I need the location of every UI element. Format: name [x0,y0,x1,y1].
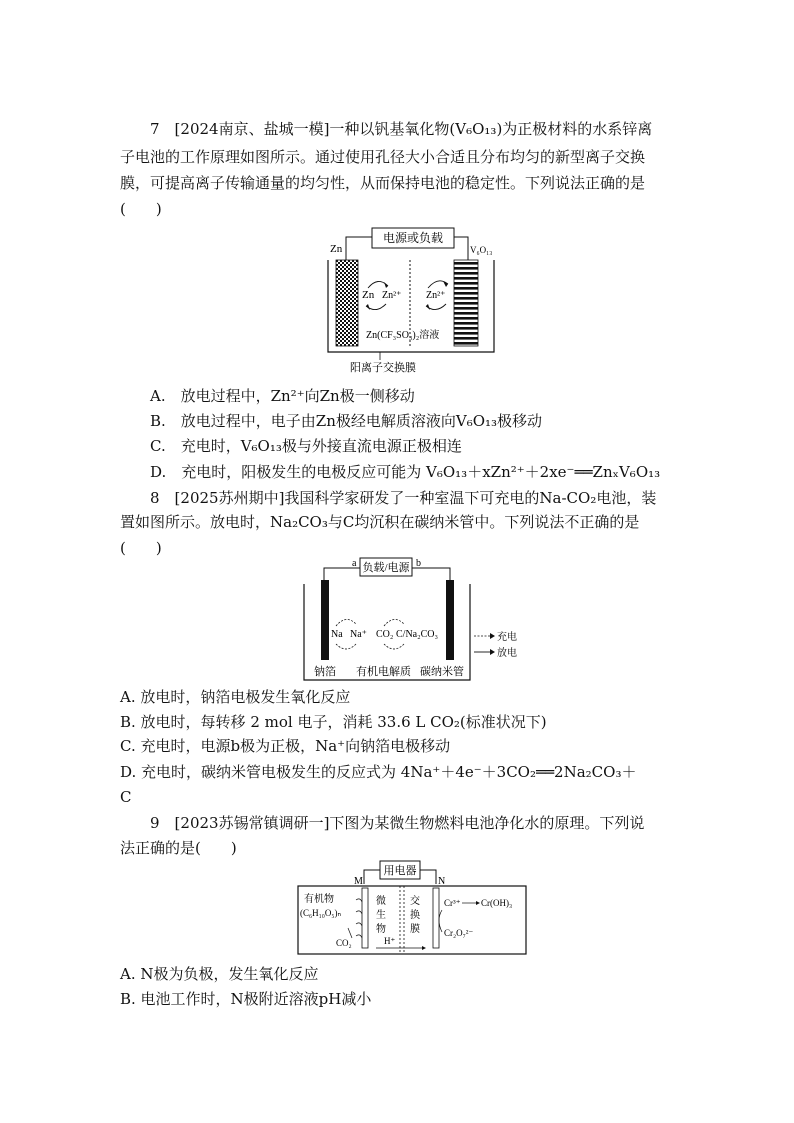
q8-charge-label: 充电 [497,632,517,643]
q8-option-d: D. 充电时，碳纳米管电极发生的反应式为 4Na⁺＋4e⁻＋3CO₂══2Na₂CO₃＋ [120,763,637,781]
q9-stem-line-1: 9 [2023苏锡常镇调研一]下图为某微生物燃料电池净化水的原理。下列说 [150,814,645,832]
q8-option-b: B. 放电时，每转移 2 mol 电子，消耗 33.6 L CO₂(标准状况下) [120,713,547,731]
q9-n-electrode [433,888,439,948]
q9-organic-b: (C₆H₁₀O₅)ₙ [300,908,342,918]
q9-organic-a: 有机物 [304,894,334,905]
q8-b-label: b [416,558,421,569]
q8-load-label: 负载/电源 [362,562,410,574]
q8-c-na2co3: C/Na₂CO₃ [396,629,438,640]
q8-discharge-label: 放电 [497,648,517,659]
q7-stem-line-4: ( ) [120,200,162,218]
q8-option-c: C. 充电时，电源b极为正极，Na⁺向钠箔电极移动 [120,737,451,755]
q8-battery-diagram [300,556,530,682]
q9-microbe-3: 物 [376,924,386,935]
q8-co2: CO₂ [376,629,394,640]
q9-option-a: A. N极为负极，发生氧化反应 [120,965,319,983]
q7-membrane-label: 阳离子交换膜 [350,362,416,374]
q7-solution-label: Zn(CF₃SO₃)₂溶液 [366,330,440,341]
q9-n-label: N [438,876,446,887]
q7-option-c: C. 充电时，V₆O₁₃极与外接直流电源正极相连 [150,437,462,455]
q7-ion-zn: Zn [362,289,375,301]
q7-option-a: A. 放电过程中，Zn²⁺向Zn极一侧移动 [150,387,415,405]
q9-cr2o7: Cr₂O₇²⁻ [444,928,474,938]
q7-v6o13-electrode [454,260,478,346]
q8-na-electrode [321,580,329,660]
q9-stem-line-2: 法正确的是( ) [120,839,237,857]
q9-membrane-2: 换 [410,910,420,921]
q7-load-label: 电源或负载 [382,231,444,245]
q8-option-d-cont: C [120,788,132,806]
q7-option-b: B. 放电过程中，电子由Zn极经电解质溶液向V₆O₁₃极移动 [150,412,543,430]
q9-croh3: Cr(OH)₃ [481,898,513,908]
q8-na-foil-label: 钠箔 [314,666,336,678]
q8-na-ion: Na⁺ [350,629,367,640]
q7-stem-line-3: 膜，可提高离子传输通量的均匀性，从而保持电池的稳定性。下列说法正确的是 [120,174,646,192]
q9-microbe-1: 微 [376,896,386,907]
q9-h-ion: H⁺ [384,936,396,946]
q7-zn-label: Zn [330,243,343,255]
q7-ion-zn2-right: Zn²⁺ [426,290,446,301]
q9-microbe-2: 生 [376,910,386,921]
q8-cnt-electrode [446,580,454,660]
q7-v6o13-label: V₆O₁₃ [470,245,493,255]
q7-option-d: D. 充电时，阳极发生的电极反应可能为 V₆O₁₃＋xZn²⁺＋2xe⁻══ZnₓV₆O₁₃ [150,463,661,481]
q7-ion-zn2-left: Zn²⁺ [382,290,402,301]
q8-option-a: A. 放电时，钠箔电极发生氧化反应 [120,688,351,706]
q8-stem-line-1: 8 [2025苏州期中]我国科学家研发了一种室温下可充电的Na-CO₂电池，装 [150,489,657,507]
q7-stem-line-1: 7 [2024南京、盐城一模]一种以钒基氧化物(V₆O₁₃)为正极材料的水系锌离 [150,120,653,138]
q8-electrolyte-label: 有机电解质 [356,666,411,678]
q7-battery-diagram [322,222,512,374]
q9-membrane-1: 交 [410,896,420,907]
q9-option-b: B. 电池工作时，N极附近溶液pH减小 [120,990,372,1008]
q7-stem-line-2: 子电池的工作原理如图所示。通过使用孔径大小合适且分布均匀的新型离子交换 [120,148,646,166]
q8-cnt-label: 碳纳米管 [420,666,464,678]
q8-stem-line-2: 置如图所示。放电时，Na₂CO₃与C均沉积在碳纳米管中。下列说法不正确的是 [120,513,640,531]
q9-m-label: M [354,876,363,887]
q9-co2: CO₂ [336,938,352,948]
q9-membrane-3: 膜 [410,924,420,935]
q8-na: Na [331,629,343,640]
q8-stem-line-3: ( ) [120,539,162,557]
q9-cr3: Cr³⁺ [444,898,461,908]
q9-fuel-cell-diagram [296,858,530,958]
q9-load-label: 用电器 [383,865,417,877]
q9-m-electrode [362,888,368,948]
q7-zn-electrode [336,260,358,346]
q8-a-label: a [352,558,357,569]
